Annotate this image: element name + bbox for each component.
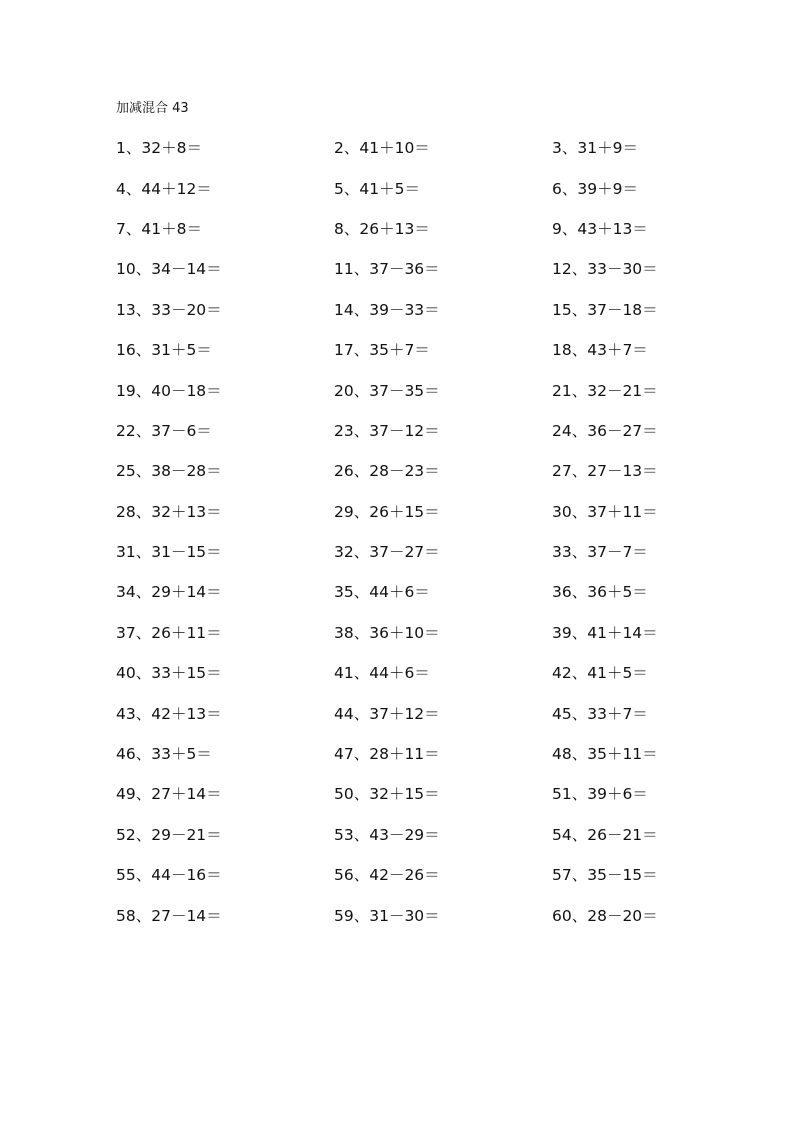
problem-item: 13、33－20＝ xyxy=(116,300,222,319)
problem-item: 49、27＋14＝ xyxy=(116,785,222,804)
problem-item: 55、44－16＝ xyxy=(116,866,222,885)
worksheet-title: 加减混合 43 xyxy=(116,101,189,116)
problem-item: 14、39－33＝ xyxy=(334,300,440,319)
problem-item: 5、41＋5＝ xyxy=(334,179,420,198)
problem-grid xyxy=(116,128,736,936)
problem-item: 6、39＋9＝ xyxy=(552,179,638,198)
problem-item: 40、33＋15＝ xyxy=(116,664,222,683)
problem-item: 46、33＋5＝ xyxy=(116,745,212,764)
problem-item: 35、44＋6＝ xyxy=(334,583,430,602)
problem-item: 15、37－18＝ xyxy=(552,300,658,319)
problem-item: 43、42＋13＝ xyxy=(116,704,222,723)
problem-item: 16、31＋5＝ xyxy=(116,341,212,360)
problem-item: 32、37－27＝ xyxy=(334,543,440,562)
problem-item: 4、44＋12＝ xyxy=(116,179,212,198)
problem-item: 29、26＋15＝ xyxy=(334,502,440,521)
problem-item: 59、31－30＝ xyxy=(334,906,440,925)
problem-item: 57、35－15＝ xyxy=(552,866,658,885)
problem-item: 12、33－30＝ xyxy=(552,260,658,279)
problem-item: 20、37－35＝ xyxy=(334,381,440,400)
problem-item: 47、28＋11＝ xyxy=(334,745,440,764)
problem-item: 50、32＋15＝ xyxy=(334,785,440,804)
problem-item: 44、37＋12＝ xyxy=(334,704,440,723)
problem-item: 7、41＋8＝ xyxy=(116,219,202,238)
problem-item: 54、26－21＝ xyxy=(552,825,658,844)
problem-item: 26、28－23＝ xyxy=(334,462,440,481)
problem-item: 51、39＋6＝ xyxy=(552,785,648,804)
problem-item: 58、27－14＝ xyxy=(116,906,222,925)
problem-item: 36、36＋5＝ xyxy=(552,583,648,602)
problem-item: 25、38－28＝ xyxy=(116,462,222,481)
problem-item: 19、40－18＝ xyxy=(116,381,222,400)
problem-item: 2、41＋10＝ xyxy=(334,139,430,158)
problem-item: 22、37－6＝ xyxy=(116,421,212,440)
problem-item: 37、26＋11＝ xyxy=(116,623,222,642)
problem-item: 17、35＋7＝ xyxy=(334,341,430,360)
problem-item: 21、32－21＝ xyxy=(552,381,658,400)
problem-item: 11、37－36＝ xyxy=(334,260,440,279)
problem-item: 31、31－15＝ xyxy=(116,543,222,562)
problem-item: 27、27－13＝ xyxy=(552,462,658,481)
problem-item: 9、43＋13＝ xyxy=(552,219,648,238)
problem-item: 42、41＋5＝ xyxy=(552,664,648,683)
problem-item: 34、29＋14＝ xyxy=(116,583,222,602)
problem-item: 41、44＋6＝ xyxy=(334,664,430,683)
problem-item: 24、36－27＝ xyxy=(552,421,658,440)
problem-item: 8、26＋13＝ xyxy=(334,219,430,238)
problem-item: 56、42－26＝ xyxy=(334,866,440,885)
problem-item: 23、37－12＝ xyxy=(334,421,440,440)
problem-item: 1、32＋8＝ xyxy=(116,139,202,158)
problem-item: 38、36＋10＝ xyxy=(334,623,440,642)
problem-item: 10、34－14＝ xyxy=(116,260,222,279)
problem-item: 33、37－7＝ xyxy=(552,543,648,562)
problem-item: 53、43－29＝ xyxy=(334,825,440,844)
problem-item: 60、28－20＝ xyxy=(552,906,658,925)
problem-item: 45、33＋7＝ xyxy=(552,704,648,723)
problem-item: 52、29－21＝ xyxy=(116,825,222,844)
problem-item: 48、35＋11＝ xyxy=(552,745,658,764)
problem-item: 18、43＋7＝ xyxy=(552,341,648,360)
problem-item: 39、41＋14＝ xyxy=(552,623,658,642)
problem-item: 28、32＋13＝ xyxy=(116,502,222,521)
problem-item: 30、37＋11＝ xyxy=(552,502,658,521)
problem-item: 3、31＋9＝ xyxy=(552,139,638,158)
